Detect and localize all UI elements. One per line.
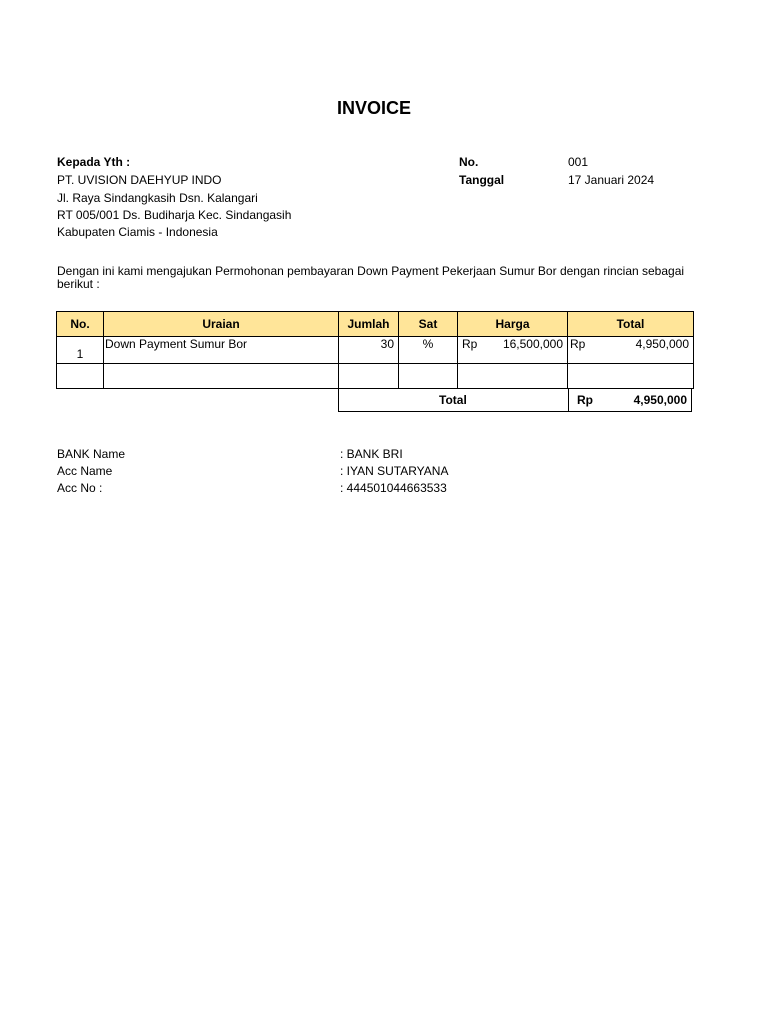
row-jumlah: 30 bbox=[339, 337, 399, 364]
row-harga bbox=[458, 337, 568, 364]
grand-total-currency: Rp bbox=[577, 393, 593, 407]
header-uraian: Uraian bbox=[104, 312, 339, 337]
empty-cell bbox=[568, 364, 694, 389]
bank-name-label: BANK Name bbox=[57, 447, 126, 461]
invoice-number-value: 001 bbox=[568, 155, 589, 169]
row-total-value: 4,950,000 bbox=[635, 337, 689, 351]
grand-total-divider bbox=[568, 388, 569, 411]
account-number-value: : 444501044663533 bbox=[340, 481, 447, 495]
invoice-number-label: No. bbox=[459, 155, 479, 169]
header-harga: Harga bbox=[458, 312, 568, 337]
bank-name-value: : BANK BRI bbox=[340, 447, 403, 461]
recipient-company: PT. UVISION DAEHYUP INDO bbox=[57, 173, 222, 187]
invoice-items-table bbox=[56, 311, 694, 389]
recipient-heading: Kepada Yth : bbox=[57, 155, 131, 169]
account-number-label: Acc No : bbox=[57, 481, 103, 495]
grand-total-value: 4,950,000 bbox=[633, 393, 687, 407]
header-no: No. bbox=[57, 312, 104, 337]
invoice-date-value: 17 Januari 2024 bbox=[568, 173, 655, 187]
row-total-currency: Rp bbox=[570, 337, 586, 351]
empty-cell bbox=[399, 364, 458, 389]
header-sat: Sat bbox=[399, 312, 458, 337]
empty-cell bbox=[458, 364, 568, 389]
invoice-date-label: Tanggal bbox=[459, 173, 505, 187]
empty-cell bbox=[57, 364, 104, 389]
recipient-address-line-3: Kabupaten Ciamis - Indonesia bbox=[57, 225, 218, 239]
row-harga-value: 16,500,000 bbox=[502, 337, 563, 351]
account-name-label: Acc Name bbox=[57, 464, 113, 478]
invoice-title: INVOICE bbox=[336, 98, 411, 118]
row-sat: % bbox=[399, 337, 458, 364]
row-no: 1 bbox=[57, 337, 104, 364]
row-total bbox=[568, 337, 694, 364]
table-header-row bbox=[57, 312, 694, 337]
empty-cell bbox=[339, 364, 399, 389]
recipient-address-line-2: RT 005/001 Ds. Budiharja Kec. Sindangasih bbox=[57, 208, 292, 222]
table-row-empty bbox=[57, 364, 694, 389]
row-harga-currency: Rp bbox=[462, 337, 478, 351]
table-row bbox=[57, 337, 694, 364]
account-name-value: : IYAN SUTARYANA bbox=[340, 464, 449, 478]
header-total: Total bbox=[568, 312, 694, 337]
header-jumlah: Jumlah bbox=[339, 312, 399, 337]
empty-cell bbox=[104, 364, 339, 389]
row-uraian: Down Payment Sumur Bor bbox=[104, 337, 339, 364]
recipient-address-line-1: Jl. Raya Sindangkasih Dsn. Kalangari bbox=[57, 191, 258, 205]
grand-total-box bbox=[338, 388, 692, 412]
intro-paragraph: Dengan ini kami mengajukan Permohonan pembayaran Down Payment Pekerjaan Sumur Bor dengan rincian sebagai berikut : bbox=[57, 264, 685, 291]
grand-total-label: Total bbox=[439, 393, 467, 407]
